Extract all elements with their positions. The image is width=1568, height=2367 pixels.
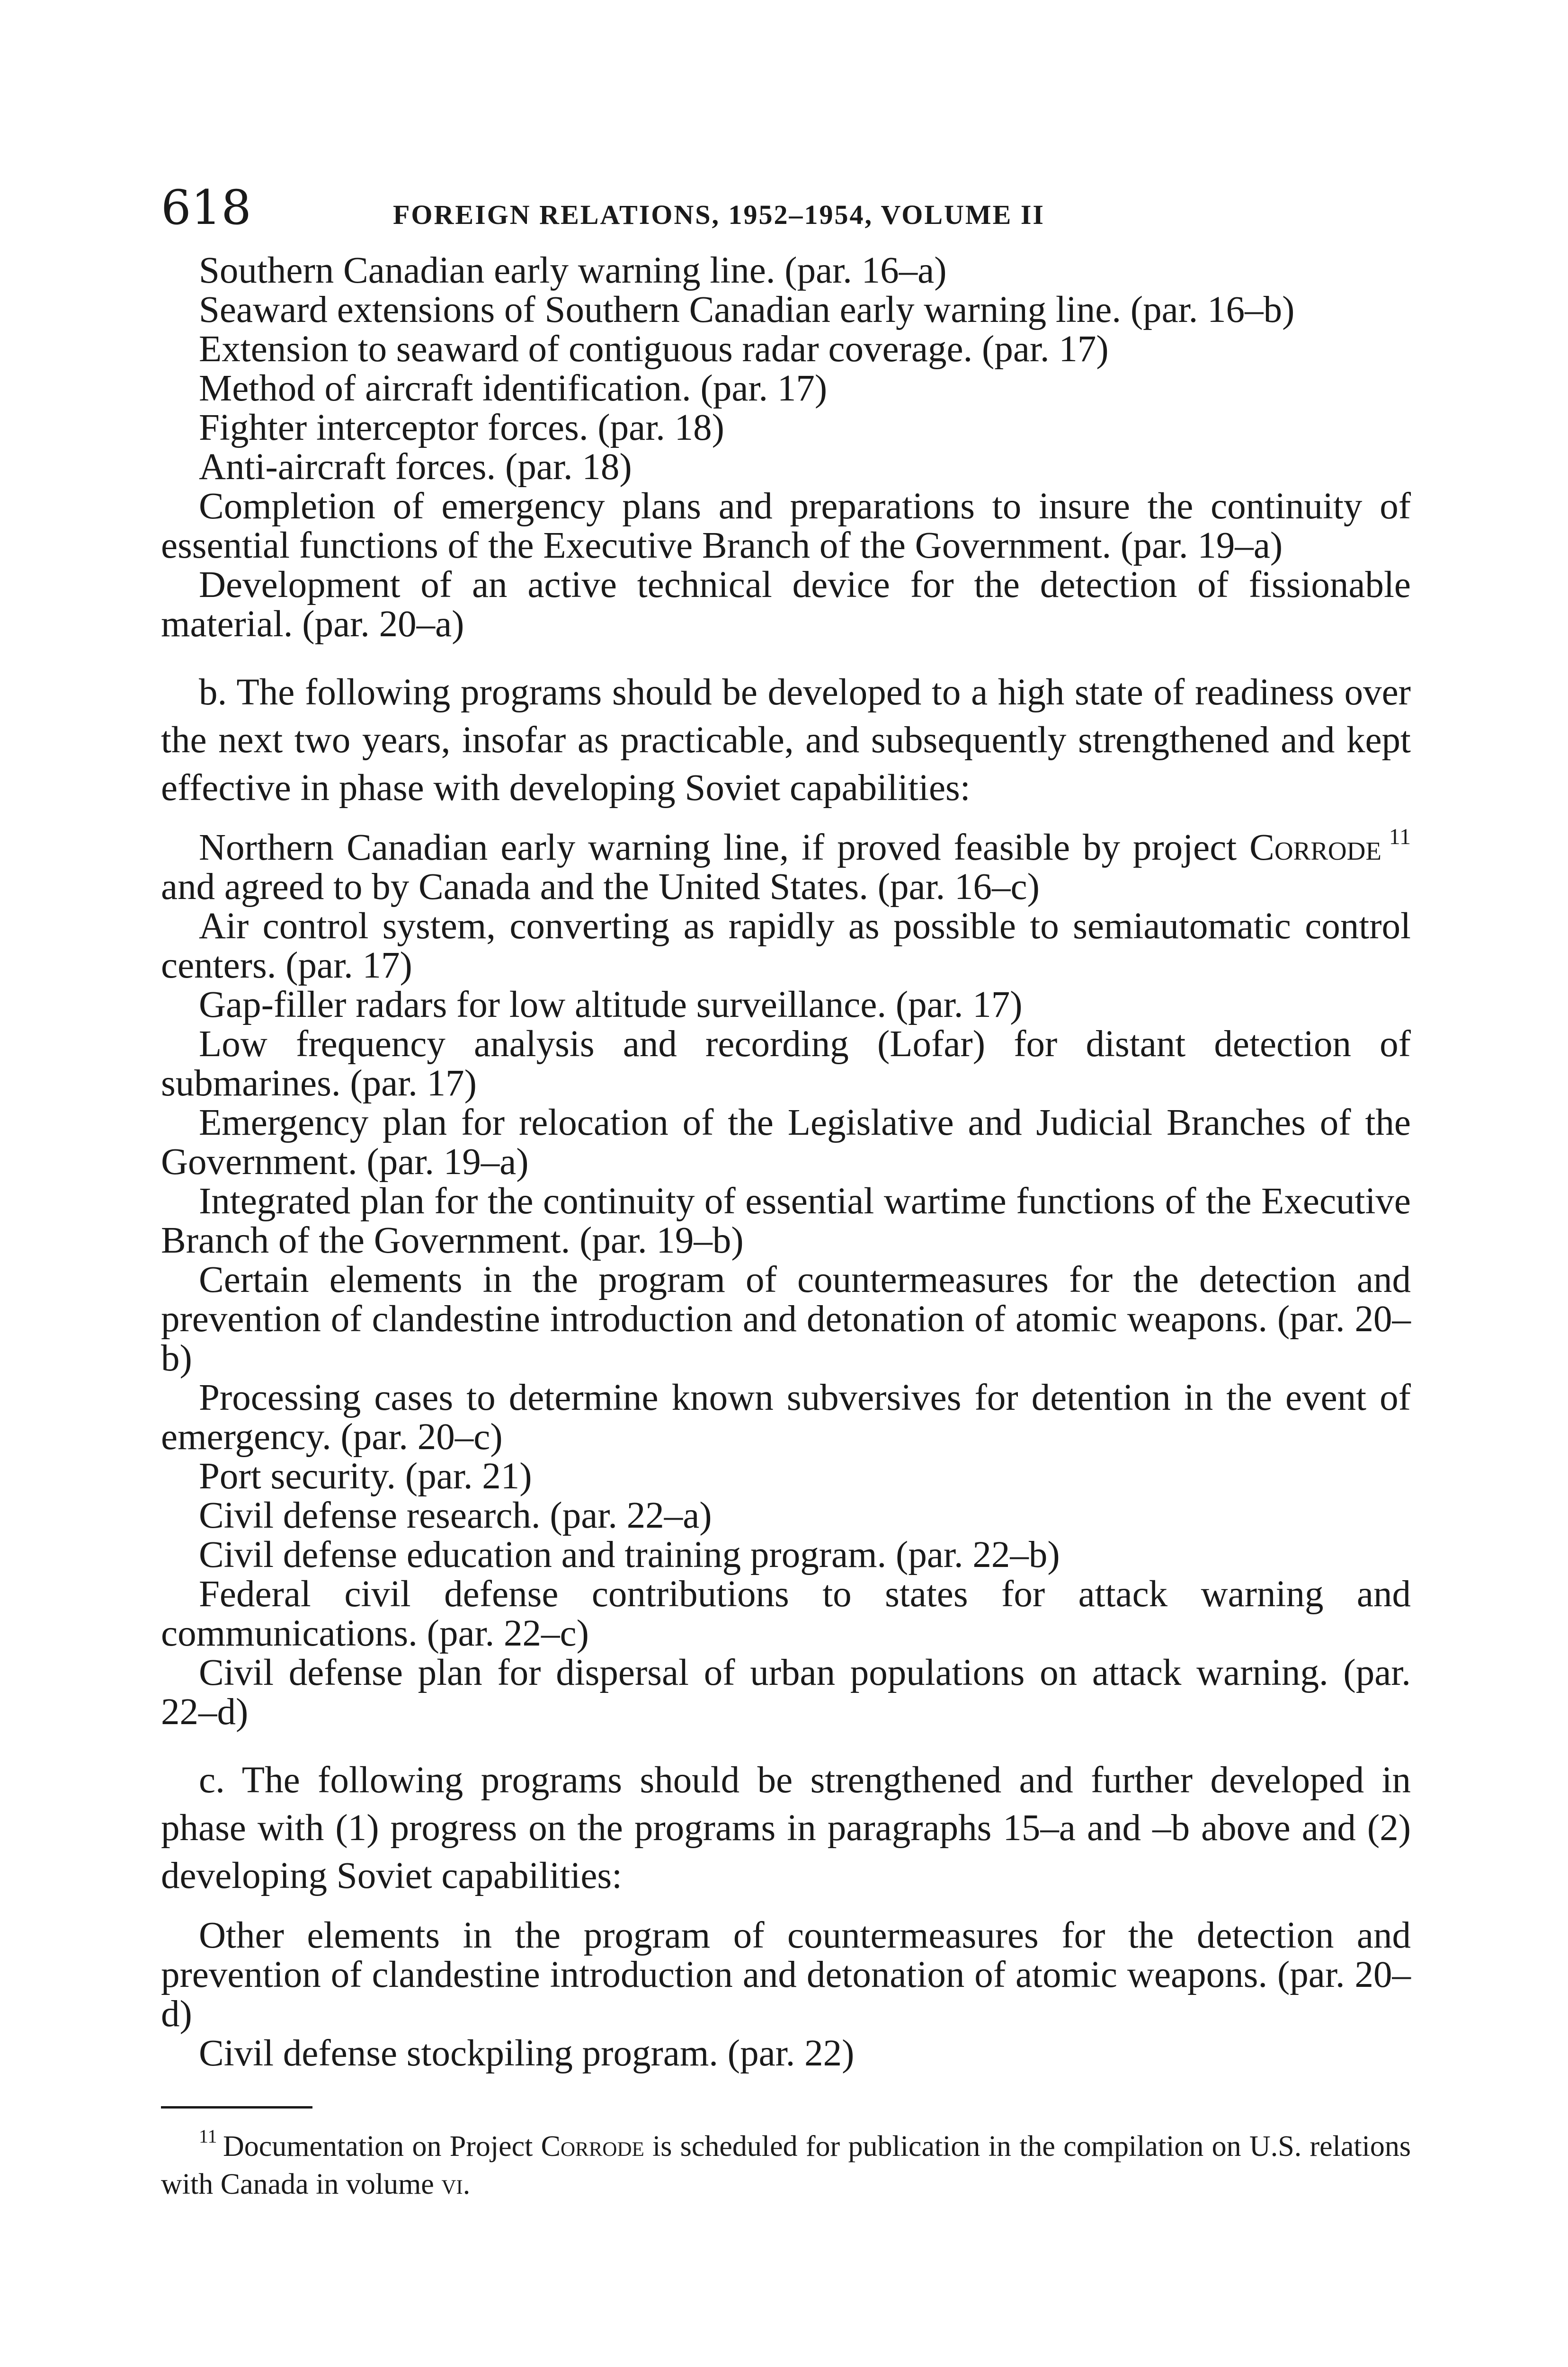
document-page (161, 180, 1411, 2203)
list-item: Anti-aircraft forces. (par. 18) (199, 446, 632, 488)
footnote-text: . (463, 2168, 471, 2200)
list-c (161, 1916, 1411, 2073)
list-item: Southern Canadian early warning line. (par. 16–a) (199, 250, 947, 291)
list-item: Certain elements in the program of countermeasures for the detection and prevention of clandestine introduction and detonation of atomic weapons. (par. 20–b) (161, 1259, 1411, 1379)
footnote-number: 11 (199, 2126, 217, 2147)
list-item: Extension to seaward of contiguous radar coverage. (par. 17) (199, 329, 1109, 370)
paragraph-b: b. The following programs should be developed to a high state of readiness over the next two years, insofar as practicable, and subsequently strengthened and kept effective in phase with developing Soviet capabilities: (161, 672, 1411, 809)
project-name: Corrode (1249, 827, 1381, 868)
list-item: Completion of emergency plans and preparations to insure the continuity of essential functions of the Executive Branch of the Government. (par. 19–a) (161, 486, 1411, 566)
list-item: Other elements in the program of countermeasures for the detection and prevention of clandestine introduction and detonation of atomic weapons. (par. 20–d) (161, 1915, 1411, 2035)
paragraph-c: c. The following programs should be strengthened and further developed in phase with (1) progress on the programs in paragraphs 15–a and –b above and (2) developing Soviet capabilities: (161, 1760, 1411, 1896)
list-item: Civil defense research. (par. 22–a) (199, 1495, 712, 1536)
list-item-text: Northern Canadian early warning line, if proved feasible by project (199, 827, 1250, 868)
list-item: Air control system, converting as rapidly as possible to semiautomatic control centers. (par. 17) (161, 906, 1411, 986)
list-b (161, 824, 1411, 1733)
list-item: Integrated plan for the continuity of essential wartime functions of the Executive Branch of the Government. (par. 19–b) (161, 1181, 1411, 1261)
list-item: Method of aircraft identification. (par. 17) (199, 368, 828, 409)
list-item (161, 824, 1411, 908)
page-number: 618 (161, 180, 251, 235)
project-name: Corrode (541, 2130, 644, 2162)
list-item: Low frequency analysis and recording (Lofar) for distant detection of submarines. (par. 17) (161, 1023, 1411, 1104)
list-item: Civil defense plan for dispersal of urban populations on attack warning. (par. 22–d) (161, 1652, 1411, 1733)
list-item: Fighter interceptor forces. (par. 18) (199, 407, 724, 448)
footnote-text: is scheduled for publication in the compilation on U.S. relations with Canada in volume (161, 2130, 1411, 2200)
list-item: Federal civil defense contributions to states for attack warning and communications. (par. 22–c) (161, 1574, 1411, 1654)
list-a (161, 251, 1411, 644)
footnote-divider (161, 2106, 312, 2109)
list-item: Seaward extensions of Southern Canadian early warning line. (par. 16–b) (199, 289, 1295, 330)
list-item-text: and agreed to by Canada and the United States. (par. 16–c) (161, 866, 1040, 908)
list-item: Processing cases to determine known subversives for detention in the event of emergency. (par. 20–c) (161, 1377, 1411, 1458)
footnote (161, 2127, 1411, 2203)
footnote-text: Documentation on Project (223, 2130, 541, 2162)
running-head: FOREIGN RELATIONS, 1952–1954, VOLUME II (393, 199, 1045, 230)
page-header (161, 180, 1411, 251)
list-item: Development of an active technical device for the detection of fissionable material. (par. 20–a) (161, 564, 1411, 645)
list-item: Civil defense education and training program. (par. 22–b) (199, 1534, 1060, 1575)
volume-number: vi (441, 2168, 463, 2200)
list-item: Emergency plan for relocation of the Legislative and Judicial Branches of the Government. (par. 19–a) (161, 1102, 1411, 1183)
list-item: Port security. (par. 21) (199, 1456, 532, 1497)
list-item: Gap-filler radars for low altitude surveillance. (par. 17) (199, 984, 1023, 1025)
footnote-ref[interactable]: 11 (1389, 824, 1411, 849)
list-item: Civil defense stockpiling program. (par. 22) (199, 2033, 855, 2074)
